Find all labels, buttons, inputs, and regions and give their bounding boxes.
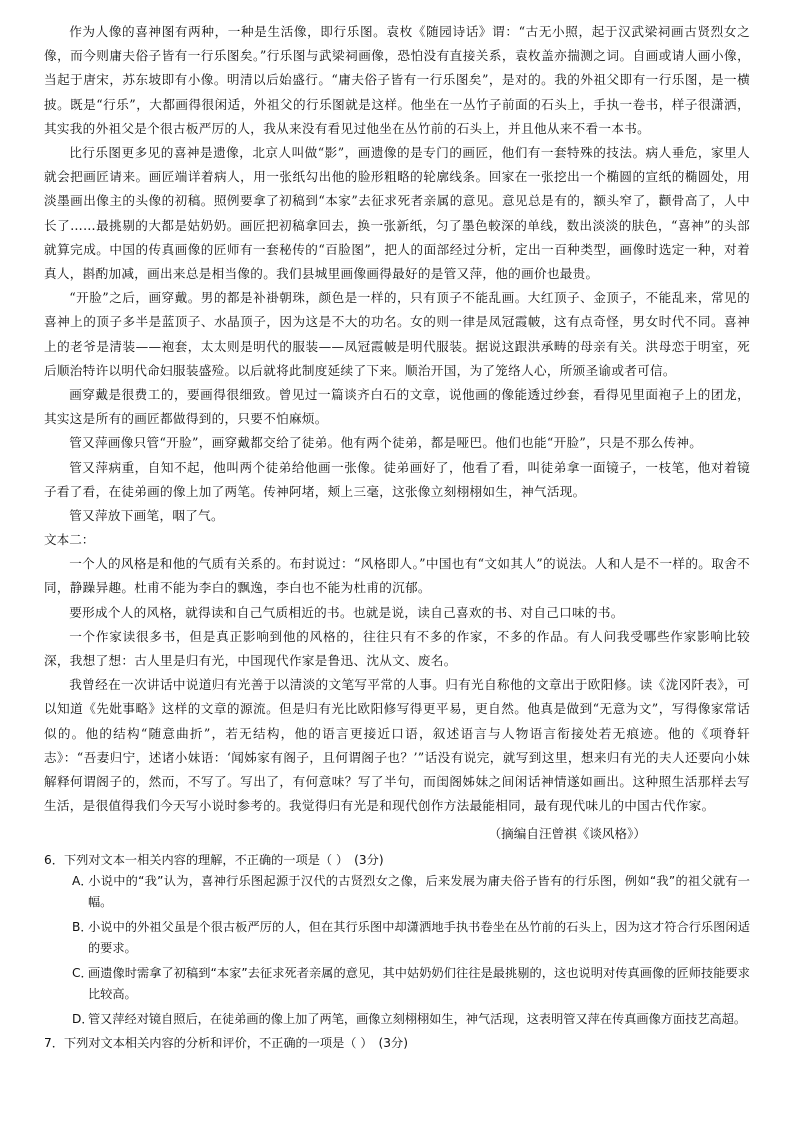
question-stem [44,1032,750,1054]
answer-option-c[interactable] [52,963,750,1006]
text1-paragraph: 管又萍画像只管“开脸”，画穿戴都交给了徒弟。他有两个徒弟，都是哑巴。他们也能“开脸”，只是不那么传神。 [69,435,703,451]
text1-paragraph: “开脸”之后，画穿戴。男的都是补褂朝珠，颜色是一样的，只有顶子不能乱画。大红顶子、金顶子，不能乱来，常见的喜神上的顶子多半是蓝顶子、水晶顶子，因为这是不大的功名。女的则一律是凤冠霞帔，这有点奇怪，男女时代不同。喜神上的老爷是清装——袍套，太太则是明代的服装——凤冠霞帔是明代服装。据说这跟洪承畴的母亲有关。洪母恋于明室，死后顺治特许以明代命妇服装盛殓。以后就将此制度延续了下来。顺治开国，为了笼络人心，所颁圣谕或者可信。 [44,290,750,378]
text1-section [44,20,750,528]
answer-option-b[interactable] [52,917,750,960]
text1-paragraph: 作为人像的喜神图有两种，一种是生活像，即行乐图。袁枚《随园诗话》谓：“古无小照，起于汉武梁祠画古贤烈女之像，而今则庸夫俗子皆有一行乐图矣。”行乐图与武梁祠画像，恐怕没有直接关系，袁枚盖亦揣测之词。自画或请人画小像，当起于唐宋，苏东坡即有小像。明清以后始盛行。“庸夫俗子皆有一行乐图矣”，是对的。我的外祖父即有一行乐图，是一横披。既是“行乐”，大都画得很闲适，外祖父的行乐图就是这样。他坐在一丛竹子前面的石头上，手执一卷书，样子很潇洒，其实我的外祖父是个很古板严厉的人，我从来没有看见过他坐在丛竹前的石头上，并且他从来不看一本书。 [44,24,750,136]
option-text: 小说中的外祖父虽是个很古板严厉的人，但在其行乐图中却潇洒地手执书卷坐在丛竹前的石头上，因为这才符合行乐图闲适的要求。 [88,919,750,955]
text2-paragraph: 我曾经在一次讲话中说道归有光善于以清淡的文笔写平常的人事。归有光自称他的文章出于欧阳修。读《泷冈阡表》，可以知道《先妣事略》这样的文章的源流。但是归有光比欧阳修写得更平易，更自然。他真是做到“无意为文”，写得像家常话似的。他的结构“随意曲折”，若无结构，他的语言更接近口语，叙述语言与人物语言衔接处若无痕迹。他的《项脊轩志》：“吾妻归宁，述诸小妹语：‘闻姊家有阁子，且何谓阁子也？’”话没有说完，就写到这里，想来归有光的夫人还要向小妹解释何谓阁子的，然而，不写了。写出了，有何意味？写了半句，而闺阁姊妹之间闲话神情遂如画出。这种照生活那样去写生活，是很值得我们今天写小说时参考的。我觉得归有光是和现代创作方法最能相同，最有现代味儿的中国古代作家。 [44,677,750,814]
answer-option-a[interactable] [52,871,750,914]
text2-paragraph: 一个人的风格是和他的气质有关系的。布封说过：“风格即人。”中国也有“文如其人”的说法。人和人是不一样的。取舍不同，静躁异趣。杜甫不能为李白的飘逸，李白也不能为杜甫的沉郁。 [44,556,750,596]
text1-paragraph: 画穿戴是很费工的，要画得很细致。曾见过一篇谈齐白石的文章，说他画的像能透过纱套，看得见里面袍子上的团龙，其实这是所有的画匠都做得到的，只要不怕麻烦。 [44,387,750,427]
text2-paragraph: 要形成个人的风格，就得读和自己气质相近的书。也就是说，读自己喜欢的书、对自己口味的书。 [69,604,624,620]
question-stem-text: 6．下列对文本一相关内容的理解，不正确的一项是（ ） [44,852,349,867]
question-6 [44,849,750,1031]
answer-option-d[interactable] [52,1009,750,1031]
question-7 [44,1032,750,1054]
option-key: B． [72,919,93,934]
question-stem-text: 7．下列对文本相关内容的分析和评价，不正确的一项是（ ） [44,1036,373,1050]
text2-paragraph: 一个作家读很多书，但是真正影响到他的风格的，往往只有不多的作家，不多的作品。有人问我受哪些作家影响比较深，我想了想：古人里是归有光，中国现代作家是鲁迅、沈从文、废名。 [44,628,750,669]
question-stem [44,849,750,871]
option-key: C． [72,965,93,980]
question-points: (3分) [354,852,384,867]
text1-paragraph: 比行乐图更多见的喜神是遗像，北京人叫做“影”，画遗像的是专门的画匠，他们有一套特殊的技法。病人垂危，家里人就会把画匠请来。画匠端详着病人，用一张纸勾出他的脸形粗略的轮廓线条。回家在一张挖出一个椭圆的宣纸的椭圆处，用淡墨画出像主的头像的初稿。照例要拿了初稿到“本家”去征求死者亲属的意见。意见总是有的，额头窄了，颧骨高了，人中长了……最挑剔的大都是姑奶奶。画匠把初稿拿回去，换一张新纸，匀了墨色較深的单线，数出淡淡的肤色，“喜神”的头部就算完成。中国的传真画像的匠师有一套秘传的“百脸图”，把人的面部经过分析，定出一百种类型，画像时选定一种，对着真人，斟酌加减，画出来总是相当像的。我们县城里画像画得最好的是管又萍，他的画价也最贵。 [44,145,750,282]
text2-section [44,552,750,818]
source-citation: （摘编自汪曾祺《谈风格》） [488,825,646,841]
option-key: A． [72,873,93,888]
option-key: D． [72,1011,94,1026]
text1-paragraph: 管又萍病重，自知不起，他叫两个徒弟给他画一张像。徒弟画好了，他看了看，叫徒弟拿一面镜子，一枝笔，他对着镜子看了看，在徒弟画的像上加了两笔。传神阿堵，颊上三毫，这张像立刻栩栩如生，神气活现。 [44,459,750,499]
question-points: (3分) [378,1036,408,1050]
option-text: 小说中的“我”认为，喜神行乐图起源于汉代的古贤烈女之像，后来发展为庸夫俗子皆有的行乐图，例如“我”的祖父就有一幅。 [88,873,750,909]
text1-paragraph: 管又萍放下画笔，咽了气。 [69,508,224,524]
text2-label: 文本二： [44,532,95,548]
option-text: 管又萍经对镜自照后，在徒弟画的像上加了两笔，画像立刻栩栩如生，神气活现，这表明管又萍在传真画像方面技艺高超。 [88,1011,747,1026]
option-text: 画遗像时需拿了初稿到“本家”去征求死者亲属的意见，其中姑奶奶们往往是最挑剔的，这也说明对传真画像的匠师技能要求比较高。 [88,965,750,1001]
